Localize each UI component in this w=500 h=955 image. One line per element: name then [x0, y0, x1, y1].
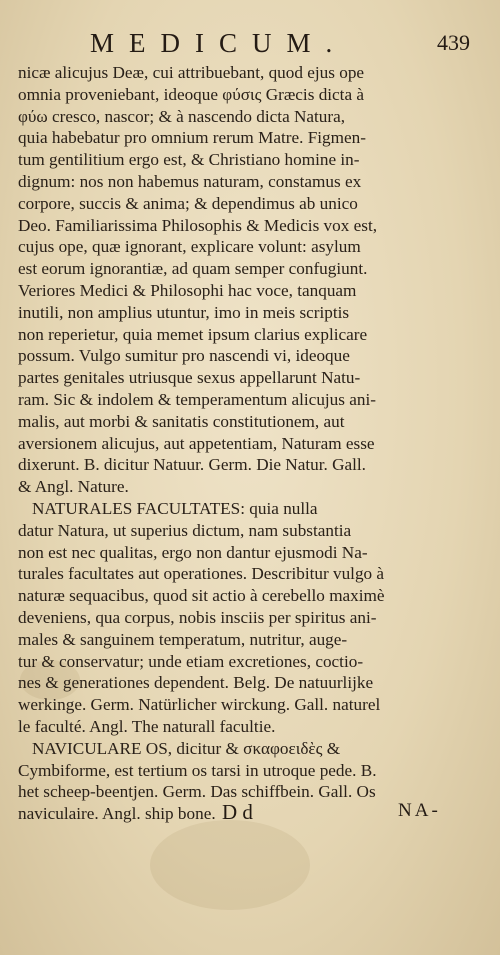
text-line: deveniens, qua corpus, nobis insciis per spiritus ani-: [18, 607, 377, 627]
text-line: werkinge. Germ. Natürlicher wirckung. Gall. naturel: [18, 695, 381, 715]
text-line: inutili, non amplius utuntur, imo in meis scriptis: [18, 302, 350, 322]
text-line: ram. Sic & indolem & temperamentum alicujus ani-: [18, 389, 376, 409]
text-line: naviculaire. Angl. ship bone.: [18, 804, 216, 824]
text-line: turales facultates aut operationes. Describitur vulgo à: [18, 564, 385, 584]
text-line: cujus ope, quæ ignorant, explicare volunt: asylum: [18, 237, 361, 257]
page-number: 439: [437, 30, 470, 55]
text-line: dignum: nos non habemus naturam, constamus ex: [18, 171, 362, 191]
text-line: non reperietur, quia memet ipsum clarius explicare: [18, 324, 368, 344]
page-footer: [0, 800, 500, 826]
signature-mark: D d: [222, 800, 253, 824]
text-line: tum gentilitium ergo est, & Christiano homine in-: [18, 150, 360, 170]
body-text: [18, 62, 488, 825]
paragraph-natura-continued: [18, 62, 488, 498]
text-line: dixerunt. B. dicitur Natuur. Germ. Die Natur. Gall.: [18, 455, 366, 475]
text-line: le faculté. Angl. The naturall facultie.: [18, 716, 276, 736]
entry-headword-line: NATURALES FACULTATES: quia nulla: [32, 498, 318, 518]
text-line: Veriores Medici & Philosophi hac voce, tanquam: [18, 280, 357, 300]
entry-naturales-facultates: [18, 498, 488, 738]
catchword: NA-: [398, 800, 441, 821]
text-line: Deo. Familiarissima Philosophis & Medicis vox est,: [18, 215, 378, 235]
text-line: nicæ alicujus Deæ, cui attribuebant, quod ejus ope: [18, 63, 365, 82]
text-line: omnia proveniebant, ideoque φύσις Græcis dicta à: [18, 84, 365, 104]
entry-headword-line: NAVICULARE OS, dicitur & σκαφοειδὲς &: [32, 738, 341, 758]
running-head: MEDICUM.: [90, 28, 348, 58]
text-line: possum. Vulgo sumitur pro nascendi vi, ideoque: [18, 346, 350, 366]
text-line: non est nec qualitas, ergo non dantur ejusmodi Na-: [18, 542, 368, 562]
text-line: datur Natura, ut superius dictum, nam substantia: [18, 520, 352, 540]
text-line: & Angl. Nature.: [18, 477, 129, 497]
text-line: nes & generationes dependent. Belg. De natuurlijke: [18, 673, 374, 693]
paper-stain: [150, 820, 310, 910]
text-line: est eorum ignorantiæ, ad quam semper confugiunt.: [18, 259, 368, 279]
text-line: partes genitales utriusque sexus appellarunt Natu-: [18, 368, 361, 388]
text-line: corpore, succis & anima; & dependimus ab unico: [18, 193, 358, 213]
text-line: naturæ sequacibus, quod sit actio à cerebello maximè: [18, 586, 385, 606]
text-line: Cymbiforme, est tertium os tarsi in utroque pede. B.: [18, 760, 377, 780]
text-line: quia habebatur pro omnium rerum Matre. Figmen-: [18, 128, 366, 148]
text-line: malis, aut morbi & sanitatis constitutionem, aut: [18, 411, 345, 431]
text-line: het scheep-beentjen. Germ. Das schiffbein. Gall. Os: [18, 782, 376, 802]
text-line: aversionem alicujus, aut appetentiam, Naturam esse: [18, 433, 375, 453]
text-line: φύω cresco, nascor; & à nascendo dicta Natura,: [18, 106, 346, 126]
text-line: males & sanguinem temperatum, nutritur, auge-: [18, 629, 348, 649]
page-header: [90, 28, 470, 58]
text-line: tur & conservatur; unde etiam excretiones, coctio-: [18, 651, 364, 671]
